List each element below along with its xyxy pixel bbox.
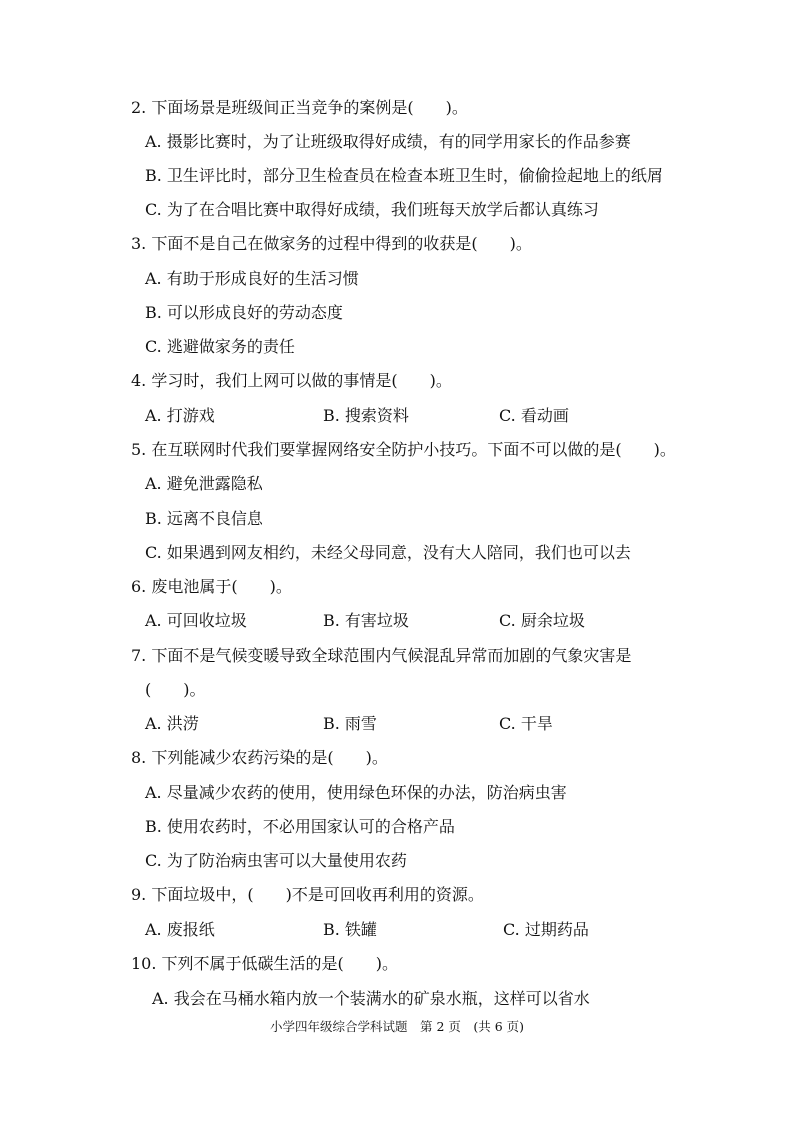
question-5-stem: 5. 在互联网时代我们要掌握网络安全防护小技巧。下面不可以做的是( )。	[131, 440, 676, 459]
question-5-option-c: C. 如果遇到网友相约，未经父母同意，没有大人陪同，我们也可以去	[145, 543, 631, 562]
question-9-option-a: A. 废报纸	[145, 920, 215, 939]
question-6-option-c: C. 厨余垃圾	[499, 611, 585, 630]
question-6-option-b: B. 有害垃圾	[323, 611, 409, 630]
question-8-option-a: A. 尽量减少农药的使用，使用绿色环保的办法，防治病虫害	[145, 783, 567, 802]
question-7-stem: 7. 下面不是气候变暖导致全球范围内气候混乱异常而加剧的气象灾害是	[131, 646, 632, 665]
question-3-option-a: A. 有助于形成良好的生活习惯	[145, 269, 359, 288]
question-2-stem: 2. 下面场景是班级间正当竞争的案例是( )。	[131, 98, 468, 117]
question-6-option-a: A. 可回收垃圾	[145, 611, 247, 630]
question-4-option-a: A. 打游戏	[145, 406, 215, 425]
question-9-option-b: B. 铁罐	[323, 920, 377, 939]
question-2-option-b: B. 卫生评比时，部分卫生检查员在检查本班卫生时，偷偷捡起地上的纸屑	[145, 166, 663, 185]
question-6-stem: 6. 废电池属于( )。	[131, 577, 292, 596]
question-4-option-b: B. 搜索资料	[323, 406, 409, 425]
question-3-stem: 3. 下面不是自己在做家务的过程中得到的收获是( )。	[131, 234, 532, 253]
question-8-stem: 8. 下列能减少农药污染的是( )。	[131, 748, 388, 767]
question-3-option-c: C. 逃避做家务的责任	[145, 337, 295, 356]
question-2-option-a: A. 摄影比赛时，为了让班级取得好成绩，有的同学用家长的作品参赛	[145, 132, 631, 151]
page-footer: 小学四年级综合学科试题 第 2 页 (共 6 页)	[269, 1019, 525, 1034]
question-9-option-c: C. 过期药品	[503, 920, 589, 939]
question-9-stem: 9. 下面垃圾中，( )不是可回收再利用的资源。	[131, 885, 484, 904]
question-3-option-b: B. 可以形成良好的劳动态度	[145, 303, 343, 322]
question-7-option-a: A. 洪涝	[145, 714, 199, 733]
question-8-option-b: B. 使用农药时，不必用国家认可的合格产品	[145, 817, 455, 836]
question-7-option-b: B. 雨雪	[323, 714, 377, 733]
question-7-option-c: C. 干旱	[499, 714, 553, 733]
question-2-option-c: C. 为了在合唱比赛中取得好成绩，我们班每天放学后都认真练习	[145, 200, 599, 219]
question-4-option-c: C. 看动画	[499, 406, 569, 425]
question-10-stem: 10. 下列不属于低碳生活的是( )。	[131, 954, 399, 973]
question-7-stem-continued: ( )。	[145, 680, 206, 699]
question-8-option-c: C. 为了防治病虫害可以大量使用农药	[145, 851, 407, 870]
question-4-stem: 4. 学习时，我们上网可以做的事情是( )。	[131, 371, 452, 390]
question-10-option-a: A. 我会在马桶水箱内放一个装满水的矿泉水瓶，这样可以省水	[152, 989, 590, 1008]
question-5-option-b: B. 远离不良信息	[145, 509, 263, 528]
question-5-option-a: A. 避免泄露隐私	[145, 474, 263, 493]
